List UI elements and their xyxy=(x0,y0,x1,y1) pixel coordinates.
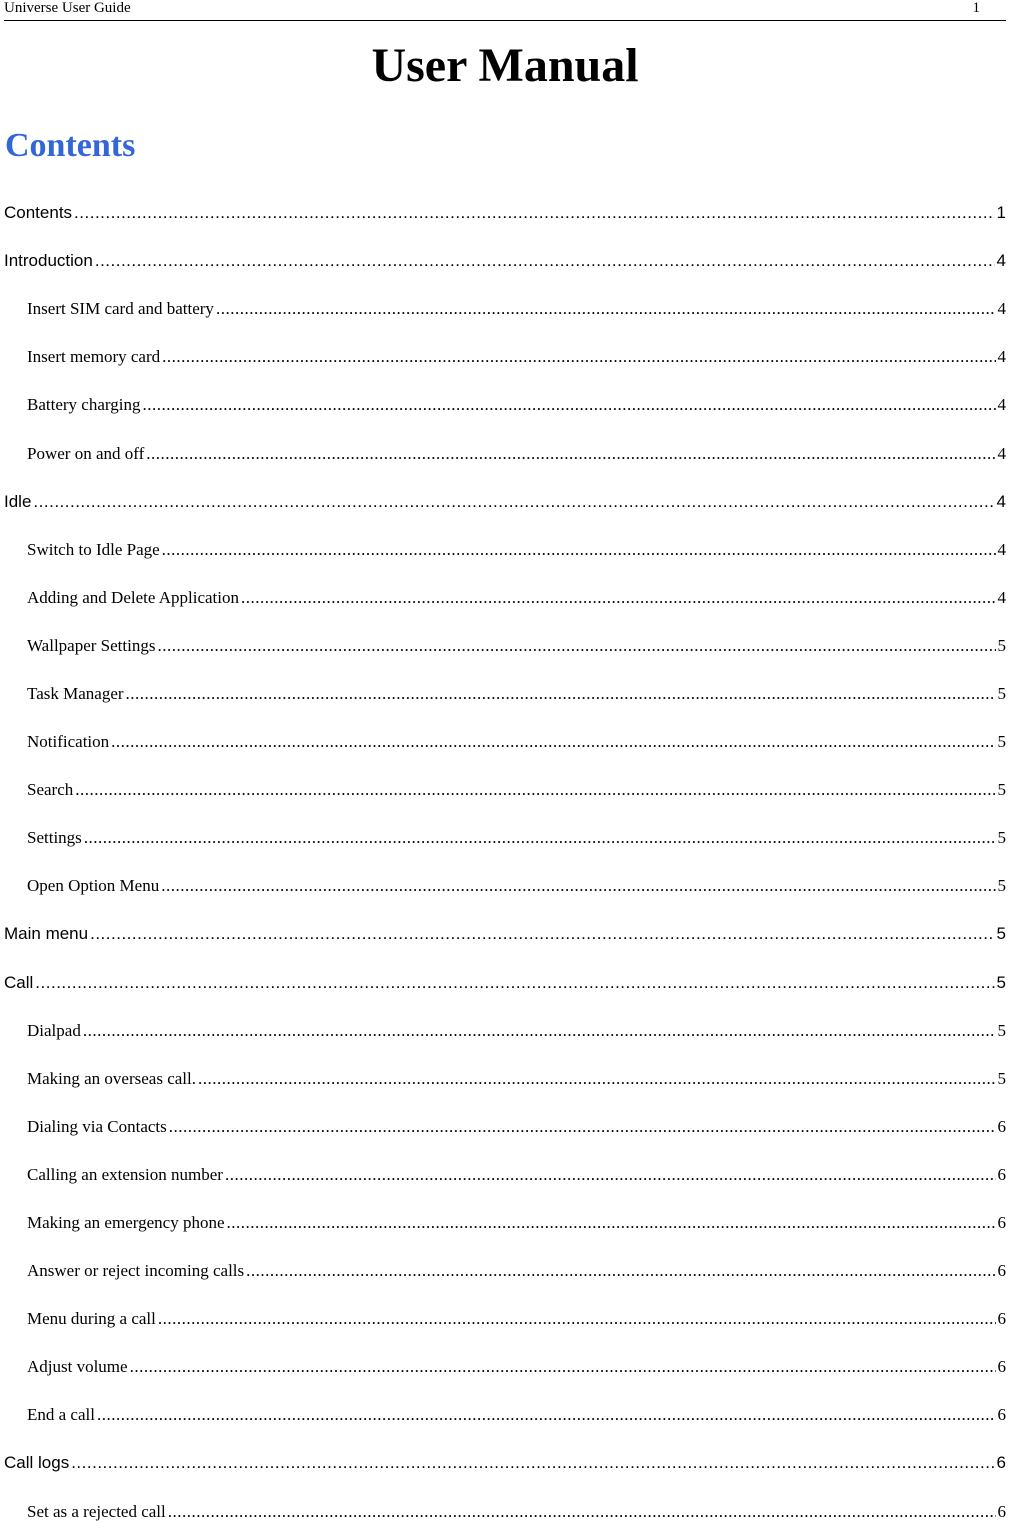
toc-entry-title: Open Option Menu xyxy=(27,876,160,896)
toc-entry-subsection[interactable] xyxy=(0,622,1010,670)
toc-entry-title: Adding and Delete Application xyxy=(27,587,239,607)
toc-dot-leader xyxy=(84,828,996,848)
toc-entry-title: Set as a rejected call xyxy=(27,1501,166,1521)
toc-entry-subsection[interactable] xyxy=(0,670,1010,718)
toc-dot-leader xyxy=(71,1453,994,1473)
toc-entry-page: 4 xyxy=(996,251,1006,271)
toc-entry-title: Contents xyxy=(4,203,73,223)
toc-entry-page: 5 xyxy=(997,1020,1006,1040)
table-of-contents xyxy=(0,189,1010,1536)
toc-entry-page: 6 xyxy=(996,1453,1006,1473)
toc-entry-subsection[interactable] xyxy=(0,285,1010,333)
toc-dot-leader xyxy=(90,924,994,944)
toc-dot-leader xyxy=(169,1117,996,1137)
toc-entry-page: 5 xyxy=(997,780,1006,800)
toc-entry-title: Switch to Idle Page xyxy=(27,539,160,559)
toc-dot-leader xyxy=(162,540,996,560)
toc-dot-leader xyxy=(111,732,995,752)
toc-entry-page: 5 xyxy=(996,924,1006,944)
toc-entry-page: 6 xyxy=(997,1213,1006,1233)
toc-entry-section[interactable] xyxy=(0,959,1010,1007)
toc-entry-page: 6 xyxy=(997,1501,1006,1521)
toc-entry-title: Main menu xyxy=(4,924,89,944)
toc-entry-subsection[interactable] xyxy=(0,526,1010,574)
toc-dot-leader xyxy=(83,1021,996,1041)
toc-entry-title: Wallpaper Settings xyxy=(27,635,156,655)
toc-entry-page: 6 xyxy=(997,1357,1006,1377)
toc-entry-page: 6 xyxy=(997,1261,1006,1281)
toc-dot-leader xyxy=(130,1357,996,1377)
toc-dot-leader xyxy=(75,780,995,800)
header-title: Universe User Guide xyxy=(4,0,131,16)
toc-entry-title: Dialing via Contacts xyxy=(27,1116,167,1136)
toc-dot-leader xyxy=(162,347,995,367)
toc-entry-title: Settings xyxy=(27,828,82,848)
toc-entry-title: Call logs xyxy=(4,1453,70,1473)
toc-dot-leader xyxy=(246,1261,995,1281)
toc-entry-page: 5 xyxy=(997,732,1006,752)
toc-entry-subsection[interactable] xyxy=(0,1151,1010,1199)
page-header xyxy=(4,0,1006,21)
toc-entry-title: End a call xyxy=(27,1405,95,1425)
toc-entry-page: 4 xyxy=(996,491,1006,511)
toc-entry-title: Making an emergency phone xyxy=(27,1213,225,1233)
toc-entry-page: 5 xyxy=(997,876,1006,896)
toc-entry-title: Dialpad xyxy=(27,1020,81,1040)
toc-dot-leader xyxy=(241,588,996,608)
toc-entry-subsection[interactable] xyxy=(0,862,1010,910)
toc-entry-subsection[interactable] xyxy=(0,766,1010,814)
toc-entry-title: Menu during a call xyxy=(27,1309,156,1329)
toc-dot-leader xyxy=(158,1309,996,1329)
toc-entry-subsection[interactable] xyxy=(0,1295,1010,1343)
toc-dot-leader xyxy=(198,1069,996,1089)
toc-entry-subsection[interactable] xyxy=(0,1055,1010,1103)
toc-entry-page: 4 xyxy=(997,587,1006,607)
toc-entry-title: Introduction xyxy=(4,251,93,271)
toc-entry-subsection[interactable] xyxy=(0,1199,1010,1247)
toc-entry-page: 5 xyxy=(997,828,1006,848)
toc-entry-subsection[interactable] xyxy=(0,1488,1010,1536)
toc-dot-leader xyxy=(95,251,995,271)
toc-entry-subsection[interactable] xyxy=(0,574,1010,622)
document-title: User Manual xyxy=(371,39,639,92)
toc-entry-subsection[interactable] xyxy=(0,381,1010,429)
toc-entry-page: 5 xyxy=(997,635,1006,655)
toc-entry-title: Insert memory card xyxy=(27,347,161,367)
toc-entry-title: Adjust volume xyxy=(27,1357,128,1377)
toc-entry-title: Task Manager xyxy=(27,683,124,703)
toc-entry-page: 1 xyxy=(996,203,1006,223)
toc-entry-subsection[interactable] xyxy=(0,1103,1010,1151)
toc-dot-leader xyxy=(146,444,995,464)
toc-entry-page: 6 xyxy=(997,1405,1006,1425)
toc-entry-page: 4 xyxy=(997,395,1006,415)
toc-dot-leader xyxy=(142,395,995,415)
toc-entry-page: 6 xyxy=(997,1164,1006,1184)
toc-dot-leader xyxy=(226,1213,995,1233)
toc-entry-page: 5 xyxy=(996,972,1006,992)
toc-entry-section[interactable] xyxy=(0,237,1010,285)
toc-entry-subsection[interactable] xyxy=(0,1007,1010,1055)
toc-entry-page: 5 xyxy=(997,683,1006,703)
toc-entry-section[interactable] xyxy=(0,910,1010,958)
toc-dot-leader xyxy=(161,876,995,896)
toc-entry-subsection[interactable] xyxy=(0,718,1010,766)
toc-entry-page: 4 xyxy=(997,539,1006,559)
toc-dot-leader xyxy=(216,299,996,319)
toc-dot-leader xyxy=(168,1502,996,1522)
toc-entry-title: Making an overseas call. xyxy=(27,1068,196,1088)
toc-entry-subsection[interactable] xyxy=(0,1247,1010,1295)
toc-entry-section[interactable] xyxy=(0,189,1010,237)
toc-entry-title: Insert SIM card and battery xyxy=(27,299,214,319)
contents-heading: Contents xyxy=(5,127,136,164)
toc-entry-page: 4 xyxy=(997,347,1006,367)
header-page-number: 1 xyxy=(972,0,980,16)
toc-dot-leader xyxy=(35,973,994,993)
toc-dot-leader xyxy=(157,636,995,656)
toc-entry-title: Notification xyxy=(27,732,110,752)
toc-entry-page: 4 xyxy=(997,299,1006,319)
toc-dot-leader xyxy=(97,1405,996,1425)
toc-entry-title: Call xyxy=(4,972,34,992)
toc-entry-title: Calling an extension number xyxy=(27,1164,223,1184)
toc-entry-section[interactable] xyxy=(0,1439,1010,1487)
toc-entry-title: Idle xyxy=(4,491,32,511)
toc-dot-leader xyxy=(33,492,994,512)
toc-entry-subsection[interactable] xyxy=(0,814,1010,862)
toc-entry-page: 4 xyxy=(997,443,1006,463)
toc-entry-page: 6 xyxy=(997,1116,1006,1136)
toc-entry-subsection[interactable] xyxy=(0,1391,1010,1439)
toc-dot-leader xyxy=(126,684,996,704)
toc-entry-title: Answer or reject incoming calls xyxy=(27,1261,245,1281)
toc-entry-subsection[interactable] xyxy=(0,333,1010,381)
toc-entry-title: Battery charging xyxy=(27,395,141,415)
toc-entry-page: 6 xyxy=(997,1309,1006,1329)
toc-dot-leader xyxy=(225,1165,996,1185)
toc-entry-title: Power on and off xyxy=(27,443,145,463)
toc-entry-page: 5 xyxy=(997,1068,1006,1088)
toc-entry-section[interactable] xyxy=(0,478,1010,526)
toc-dot-leader xyxy=(74,203,994,223)
toc-entry-subsection[interactable] xyxy=(0,429,1010,477)
toc-entry-title: Search xyxy=(27,780,74,800)
toc-entry-subsection[interactable] xyxy=(0,1343,1010,1391)
